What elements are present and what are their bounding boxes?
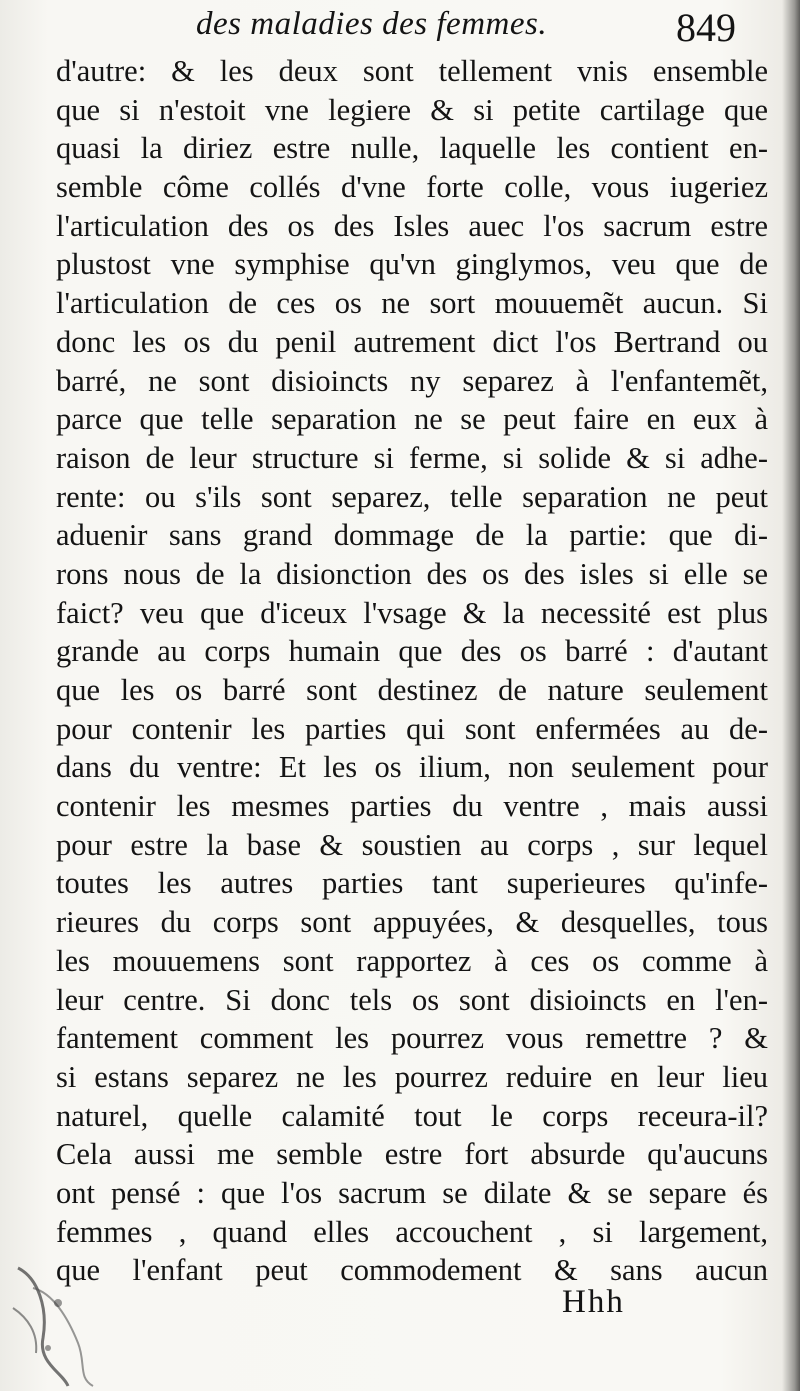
text-line: rons nous de la disionction des os des isles si elle se [56,556,768,591]
text-line: dans du ventre: Et les os ilium, non seulement pour [56,750,768,785]
text-line: l'articulation de ces os ne sort mouuemẽt aucun. Si [56,286,768,321]
text-line: parce que telle separation ne se peut faire en eux à [56,402,768,437]
text-line: aduenir sans grand dommage de la partie: que di- [56,518,768,553]
text-line: toutes les autres parties tant superieures qu'infe- [56,866,768,901]
text-line: que l'enfant peut commodement & sans aucun [56,1253,768,1288]
text-line: ont pensé : que l'os sacrum se dilate & se separe és [56,1175,768,1210]
text-line: naturel, quelle calamité tout le corps receura-il? [56,1098,768,1133]
text-line: fantement comment les pourrez vous remettre ? & [56,1021,768,1056]
page-header [0,0,800,60]
page-gutter-shadow [782,0,800,1391]
text-line: rieures du corps sont appuyées, & desquelles, tous [56,905,768,940]
text-line: rente: ou s'ils sont separez, telle separation ne peut [56,479,768,514]
text-line: les mouuemens sont rapportez à ces os comme à [56,943,768,978]
text-line: que les os barré sont destinez de nature seulement [56,673,768,707]
text-line: barré, ne sont disioincts ny separez à l'enfantemẽt, [56,363,768,398]
text-line: femmes , quand elles accouchent , si largement, [56,1214,768,1249]
text-line: pour contenir les parties qui sont enfermées au de- [56,711,768,746]
signature-mark: Hhh [562,1284,625,1320]
text-line: Cela aussi me semble estre fort absurde qu'aucuns [56,1137,768,1172]
text-line: quasi la diriez estre nulle, laquelle les contient en- [56,131,768,166]
text-line: raison de leur structure si ferme, si solide & si adhe- [56,440,768,475]
text-line: pour estre la base & soustien au corps , sur lequel [56,827,768,862]
ink-smudge [8,1248,128,1388]
text-line: que si n'estoit vne legiere & si petite cartilage que [56,92,768,127]
text-line: plustost vne symphise qu'vn ginglymos, veu que de [56,247,768,282]
text-line: grande au corps humain que des os barré : d'autant [56,634,768,669]
page-number: 849 [676,5,736,50]
text-line: semble côme collés d'vne forte colle, vous iugeriez [56,170,768,205]
text-line: leur centre. Si donc tels os sont disioincts en l'en- [56,982,768,1017]
text-line: l'articulation des os des Isles auec l'os sacrum estre [56,208,768,243]
text-line: d'autre: & les deux sont tellement vnis ensemble [56,54,768,88]
running-title: des maladies des femmes. [196,6,548,42]
text-line: contenir les mesmes parties du ventre , mais aussi [56,789,768,824]
text-line: faict? veu que d'iceux l'vsage & la necessité est plus [56,595,768,630]
body-text [56,52,768,1290]
text-line: si estans separez ne les pourrez reduire en leur lieu [56,1059,768,1094]
text-line: donc les os du penil autrement dict l'os Bertrand ou [56,324,768,359]
